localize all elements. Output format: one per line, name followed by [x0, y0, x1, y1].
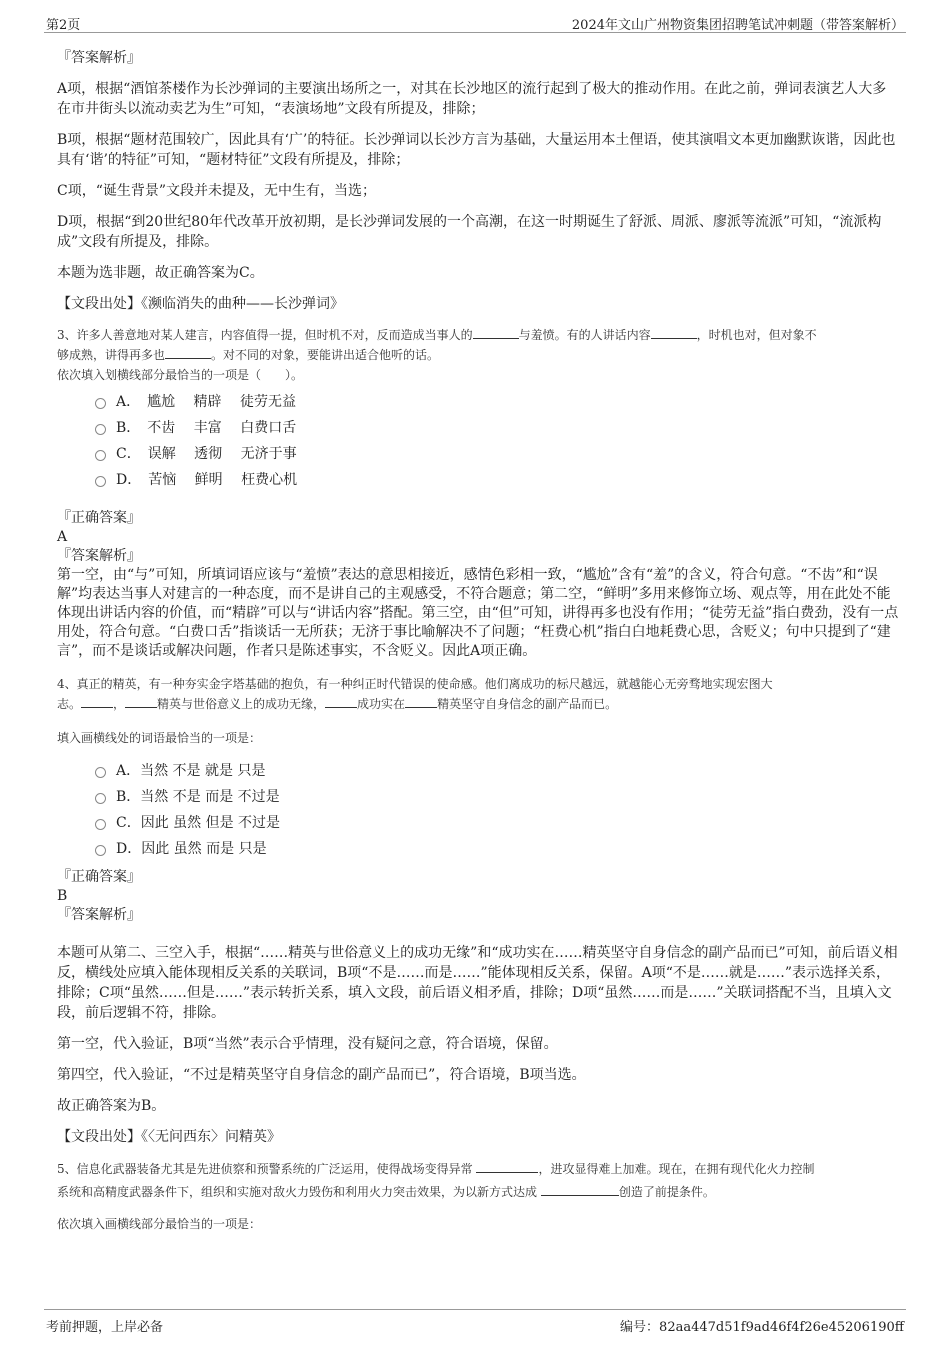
blank: [473, 338, 519, 339]
q4-analysis-2: 第一空，代入验证，B项“当然”表示合乎情理，没有疑问之意，符合语境，保留。: [57, 1036, 558, 1052]
document-title: 2024年文山广州物资集团招聘笔试冲刺题（带答案解析）: [571, 18, 904, 33]
document-code: 编号：82aa447d51f9ad46f4f26e45206190ff: [620, 1320, 904, 1335]
blank: [541, 1195, 619, 1196]
q2-analysis-a: A项，根据“酒馆茶楼作为长沙弹词的主要演出场所之一，对其在长沙地区的流行起到了极大的推动作用。在此之前，弹词表演艺人大多在市井街头以流动卖艺为生”可知，“表演场地”文段有所提及，排除；: [57, 81, 887, 117]
q4-correct-answer: B: [57, 888, 68, 904]
radio-button[interactable]: [95, 767, 106, 778]
q3-correct-answer: A: [57, 529, 68, 545]
page-footer: [44, 1309, 906, 1340]
q4-stem-part: ，: [113, 697, 126, 711]
q2-source: 【文段出处】《濒临消失的曲种——长沙弹词》: [57, 296, 344, 312]
q5-stem: [57, 1158, 900, 1204]
q2-analysis-b: B项，根据“题材范围较广，因此具有‘广’的特征。长沙弹词以长沙方言为基础，大量运用本土俚语，使其演唱文本更加幽默诙谐，因此也具有‘谐’的特征”可知，“题材特征”文段有所提及，排除；: [57, 132, 896, 168]
q3-stem-part: 够成熟，讲得再多也: [57, 348, 166, 362]
q5-prompt: 依次填入画横线部分最恰当的一项是：: [57, 1217, 262, 1231]
page-content: [57, 48, 900, 1234]
q3-stem-part: 。对不同的对象，要能讲出适合他听的话。: [211, 348, 440, 362]
q3-option-b[interactable]: [95, 415, 900, 441]
q3-options: [95, 389, 900, 493]
option-label: A． 尴尬 精辟 徒劳无益: [116, 394, 297, 410]
q3-option-c[interactable]: [95, 441, 900, 467]
q4-stem: [57, 674, 900, 714]
radio-button[interactable]: [95, 476, 106, 487]
q2-conclusion: 本题为选非题，故正确答案为C。: [57, 265, 264, 281]
option-label: C．因此 虽然 但是 不过是: [116, 815, 281, 831]
blank: [165, 358, 211, 359]
radio-button[interactable]: [95, 450, 106, 461]
q4-analysis-1: 本题可从第二、三空入手，根据“……精英与世俗意义上的成功无缘”和“成功实在……精英坚守自身信念的副产品而已”可知，前后语义相反，横线处应填入能体现相反关系的关联词，B项“不是……而是……”能体现相反关系，保留。A项“不是……就是……”表示选择关系，排除；C项“虽然……但是……”表示转折关系，填入文段，前后语义相矛盾，排除；D项“虽然……而是……”关联词搭配不当，且填入文段，前后逻辑不符，排除。: [57, 945, 898, 1021]
q3-analysis-title: 『答案解析』: [57, 548, 141, 564]
q5-stem-part: 系统和高精度武器条件下，组织和实施对敌火力毁伤和利用火力突击效果，为以新方式达成: [57, 1185, 538, 1199]
q4-options: [95, 758, 900, 862]
q3-stem-part: ，时机也对，但对象不: [696, 328, 817, 342]
radio-button[interactable]: [95, 424, 106, 435]
q4-prompt: 填入画横线处的词语最恰当的一项是：: [57, 731, 262, 745]
q4-analysis-title: 『答案解析』: [57, 907, 141, 923]
option-label: C． 误解 透彻 无济于事: [116, 446, 297, 462]
blank: [81, 707, 113, 708]
blank: [125, 707, 157, 708]
q3-stem: [57, 325, 900, 365]
q2-analysis-c: C项，“诞生背景”文段并未提及，无中生有，当选；: [57, 183, 377, 199]
option-label: B．当然 不是 而是 不过是: [116, 789, 280, 805]
blank: [405, 707, 437, 708]
q4-stem-part: 志。: [57, 697, 82, 711]
q4-analysis-3: 第四空，代入验证，“不过是精英坚守自身信念的副产品而已”，符合语境，B项当选。: [57, 1067, 586, 1083]
q4-correct-title: 『正确答案』: [57, 869, 141, 885]
q4-stem-part: 成功实在: [357, 697, 406, 711]
radio-button[interactable]: [95, 819, 106, 830]
q4-stem-part: 4、真正的精英，有一种夯实金字塔基础的抱负，有一种纠正时代错误的使命感。他们离成功的标尺越远，就越能心无旁骛地实现宏图大: [57, 677, 773, 691]
radio-button[interactable]: [95, 793, 106, 804]
option-label: D． 苦恼 鲜明 枉费心机: [116, 472, 298, 488]
q4-stem-part: 精英坚守自身信念的副产品而已。: [437, 697, 618, 711]
page-header: [44, 10, 906, 33]
blank: [476, 1172, 538, 1173]
q3-correct-title: 『正确答案』: [57, 510, 141, 526]
radio-button[interactable]: [95, 398, 106, 409]
footer-slogan: 考前押题，上岸必备: [46, 1320, 164, 1335]
q3-prompt: 依次填入划横线部分最恰当的一项是（ ）。: [57, 368, 304, 382]
q4-option-b[interactable]: [95, 784, 900, 810]
q3-analysis: 第一空，由“与”可知，所填词语应该与“羞愤”表达的意思相接近，感情色彩相一致，“尴尬”含有“羞”的含义，符合句意。“不齿”和“误解”均表达当事人对建言的一种态度，而不是讲自己的主观感受，不符合题意；第二空，“鲜明”多用来修饰立场、观点等，用在此处不能体现出讲话内容的价值，而“精辟”可以与“讲话内容”搭配。第三空，由“但”可知，讲得再多也没有作用；“徒劳无益”指白费劲，没有一点用处，符合句意。“白费口舌”指谈话一无所获；无济于事比喻解决不了问题；“枉费心机”指白白地耗费心思，含贬义；句中只提到了“建言”，而不是谈话或解决问题，作者只是陈述事实，不含贬义。因此A项正确。: [57, 567, 899, 659]
q4-source: 【文段出处】《〈无问西东〉问精英》: [57, 1129, 281, 1145]
q4-option-d[interactable]: [95, 836, 900, 862]
q2-analysis-title: 『答案解析』: [57, 50, 141, 66]
q4-option-a[interactable]: [95, 758, 900, 784]
blank: [651, 338, 697, 339]
q4-stem-part: 精英与世俗意义上的成功无缘，: [157, 697, 326, 711]
radio-button[interactable]: [95, 845, 106, 856]
q4-option-c[interactable]: [95, 810, 900, 836]
q5-stem-part: ，进攻显得难上加难。现在，在拥有现代化火力控制: [538, 1162, 815, 1176]
q3-option-d[interactable]: [95, 467, 900, 493]
page-number: 第2页: [46, 18, 81, 33]
option-label: A．当然 不是 就是 只是: [116, 763, 266, 779]
q4-conclusion: 故正确答案为B。: [57, 1098, 166, 1114]
q2-analysis-d: D项，根据“到20世纪80年代改革开放初期，是长沙弹词发展的一个高潮，在这一时期诞生了舒派、周派、廖派等流派”可知，“流派构成”文段有所提及，排除。: [57, 214, 882, 250]
q5-stem-part: 创造了前提条件。: [618, 1185, 715, 1199]
q3-option-a[interactable]: [95, 389, 900, 415]
option-label: D．因此 虽然 而是 只是: [116, 841, 267, 857]
q5-stem-part: 5、信息化武器装备尤其是先进侦察和预警系统的广泛运用，使得战场变得异常: [57, 1162, 473, 1176]
q3-stem-part: 与羞愤。有的人讲话内容: [518, 328, 651, 342]
q3-stem-part: 3、许多人善意地对某人建言，内容值得一提，但时机不对，反而造成当事人的: [57, 328, 473, 342]
blank: [325, 707, 357, 708]
option-label: B． 不齿 丰富 白费口舌: [116, 420, 297, 436]
